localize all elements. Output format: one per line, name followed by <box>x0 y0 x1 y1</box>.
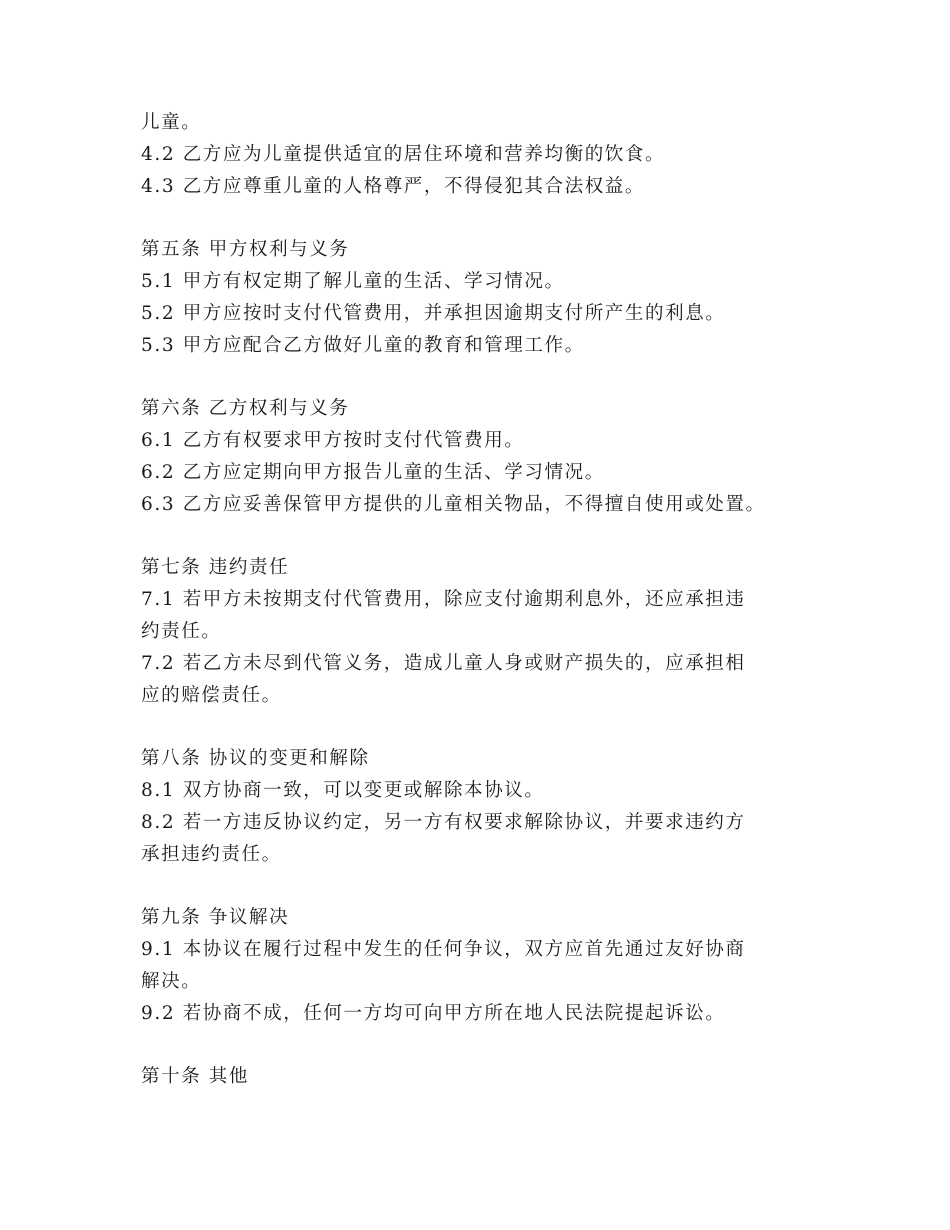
paragraph-gap <box>141 362 841 393</box>
section-heading: 第六条 乙方权利与义务 <box>141 398 350 419</box>
text-line: 4.3 乙方应尊重儿童的人格尊严，不得侵犯其合法权益。 <box>141 176 646 197</box>
text-line: 解决。 <box>141 971 202 992</box>
section-heading: 第七条 违约责任 <box>141 557 290 578</box>
document-body <box>141 107 841 1093</box>
text-line: 约责任。 <box>141 621 222 642</box>
paragraph-gap <box>141 521 841 552</box>
text-line: 儿童。 <box>141 112 202 133</box>
text-line: 6.1 乙方有权要求甲方按时支付代管费用。 <box>141 430 525 451</box>
text-line: 4.2 乙方应为儿童提供适宜的居住环境和营养均衡的饮食。 <box>141 144 666 165</box>
text-line: 6.3 乙方应妥善保管甲方提供的儿童相关物品，不得擅自使用或处置。 <box>141 494 766 515</box>
text-line: 应的赔偿责任。 <box>141 685 282 706</box>
text-line: 7.1 若甲方未按期支付代管费用，除应支付逾期利息外，还应承担违 <box>141 589 746 610</box>
text-line: 5.1 甲方有权定期了解儿童的生活、学习情况。 <box>141 271 565 292</box>
text-line: 6.2 乙方应定期向甲方报告儿童的生活、学习情况。 <box>141 462 605 483</box>
text-line: 9.1 本协议在履行过程中发生的任何争议，双方应首先通过友好协商 <box>141 939 746 960</box>
text-line: 8.2 若一方违反协议约定，另一方有权要求解除协议，并要求违约方 <box>141 812 746 833</box>
paragraph-gap <box>141 871 841 902</box>
paragraph-gap <box>141 203 841 234</box>
text-line: 8.1 双方协商一致，可以变更或解除本协议。 <box>141 780 545 801</box>
section-heading: 第九条 争议解决 <box>141 907 290 928</box>
text-line: 7.2 若乙方未尽到代管义务，造成儿童人身或财产损失的，应承担相 <box>141 653 746 674</box>
paragraph-gap <box>141 1030 841 1061</box>
paragraph-gap <box>141 712 841 743</box>
text-line: 9.2 若协商不成，任何一方均可向甲方所在地人民法院提起诉讼。 <box>141 1003 726 1024</box>
text-line: 5.3 甲方应配合乙方做好儿童的教育和管理工作。 <box>141 335 585 356</box>
text-line: 5.2 甲方应按时支付代管费用，并承担因逾期支付所产生的利息。 <box>141 303 726 324</box>
section-heading: 第八条 协议的变更和解除 <box>141 748 370 769</box>
section-heading: 第五条 甲方权利与义务 <box>141 239 350 260</box>
section-heading: 第十条 其他 <box>141 1066 249 1087</box>
text-line: 承担违约责任。 <box>141 844 282 865</box>
